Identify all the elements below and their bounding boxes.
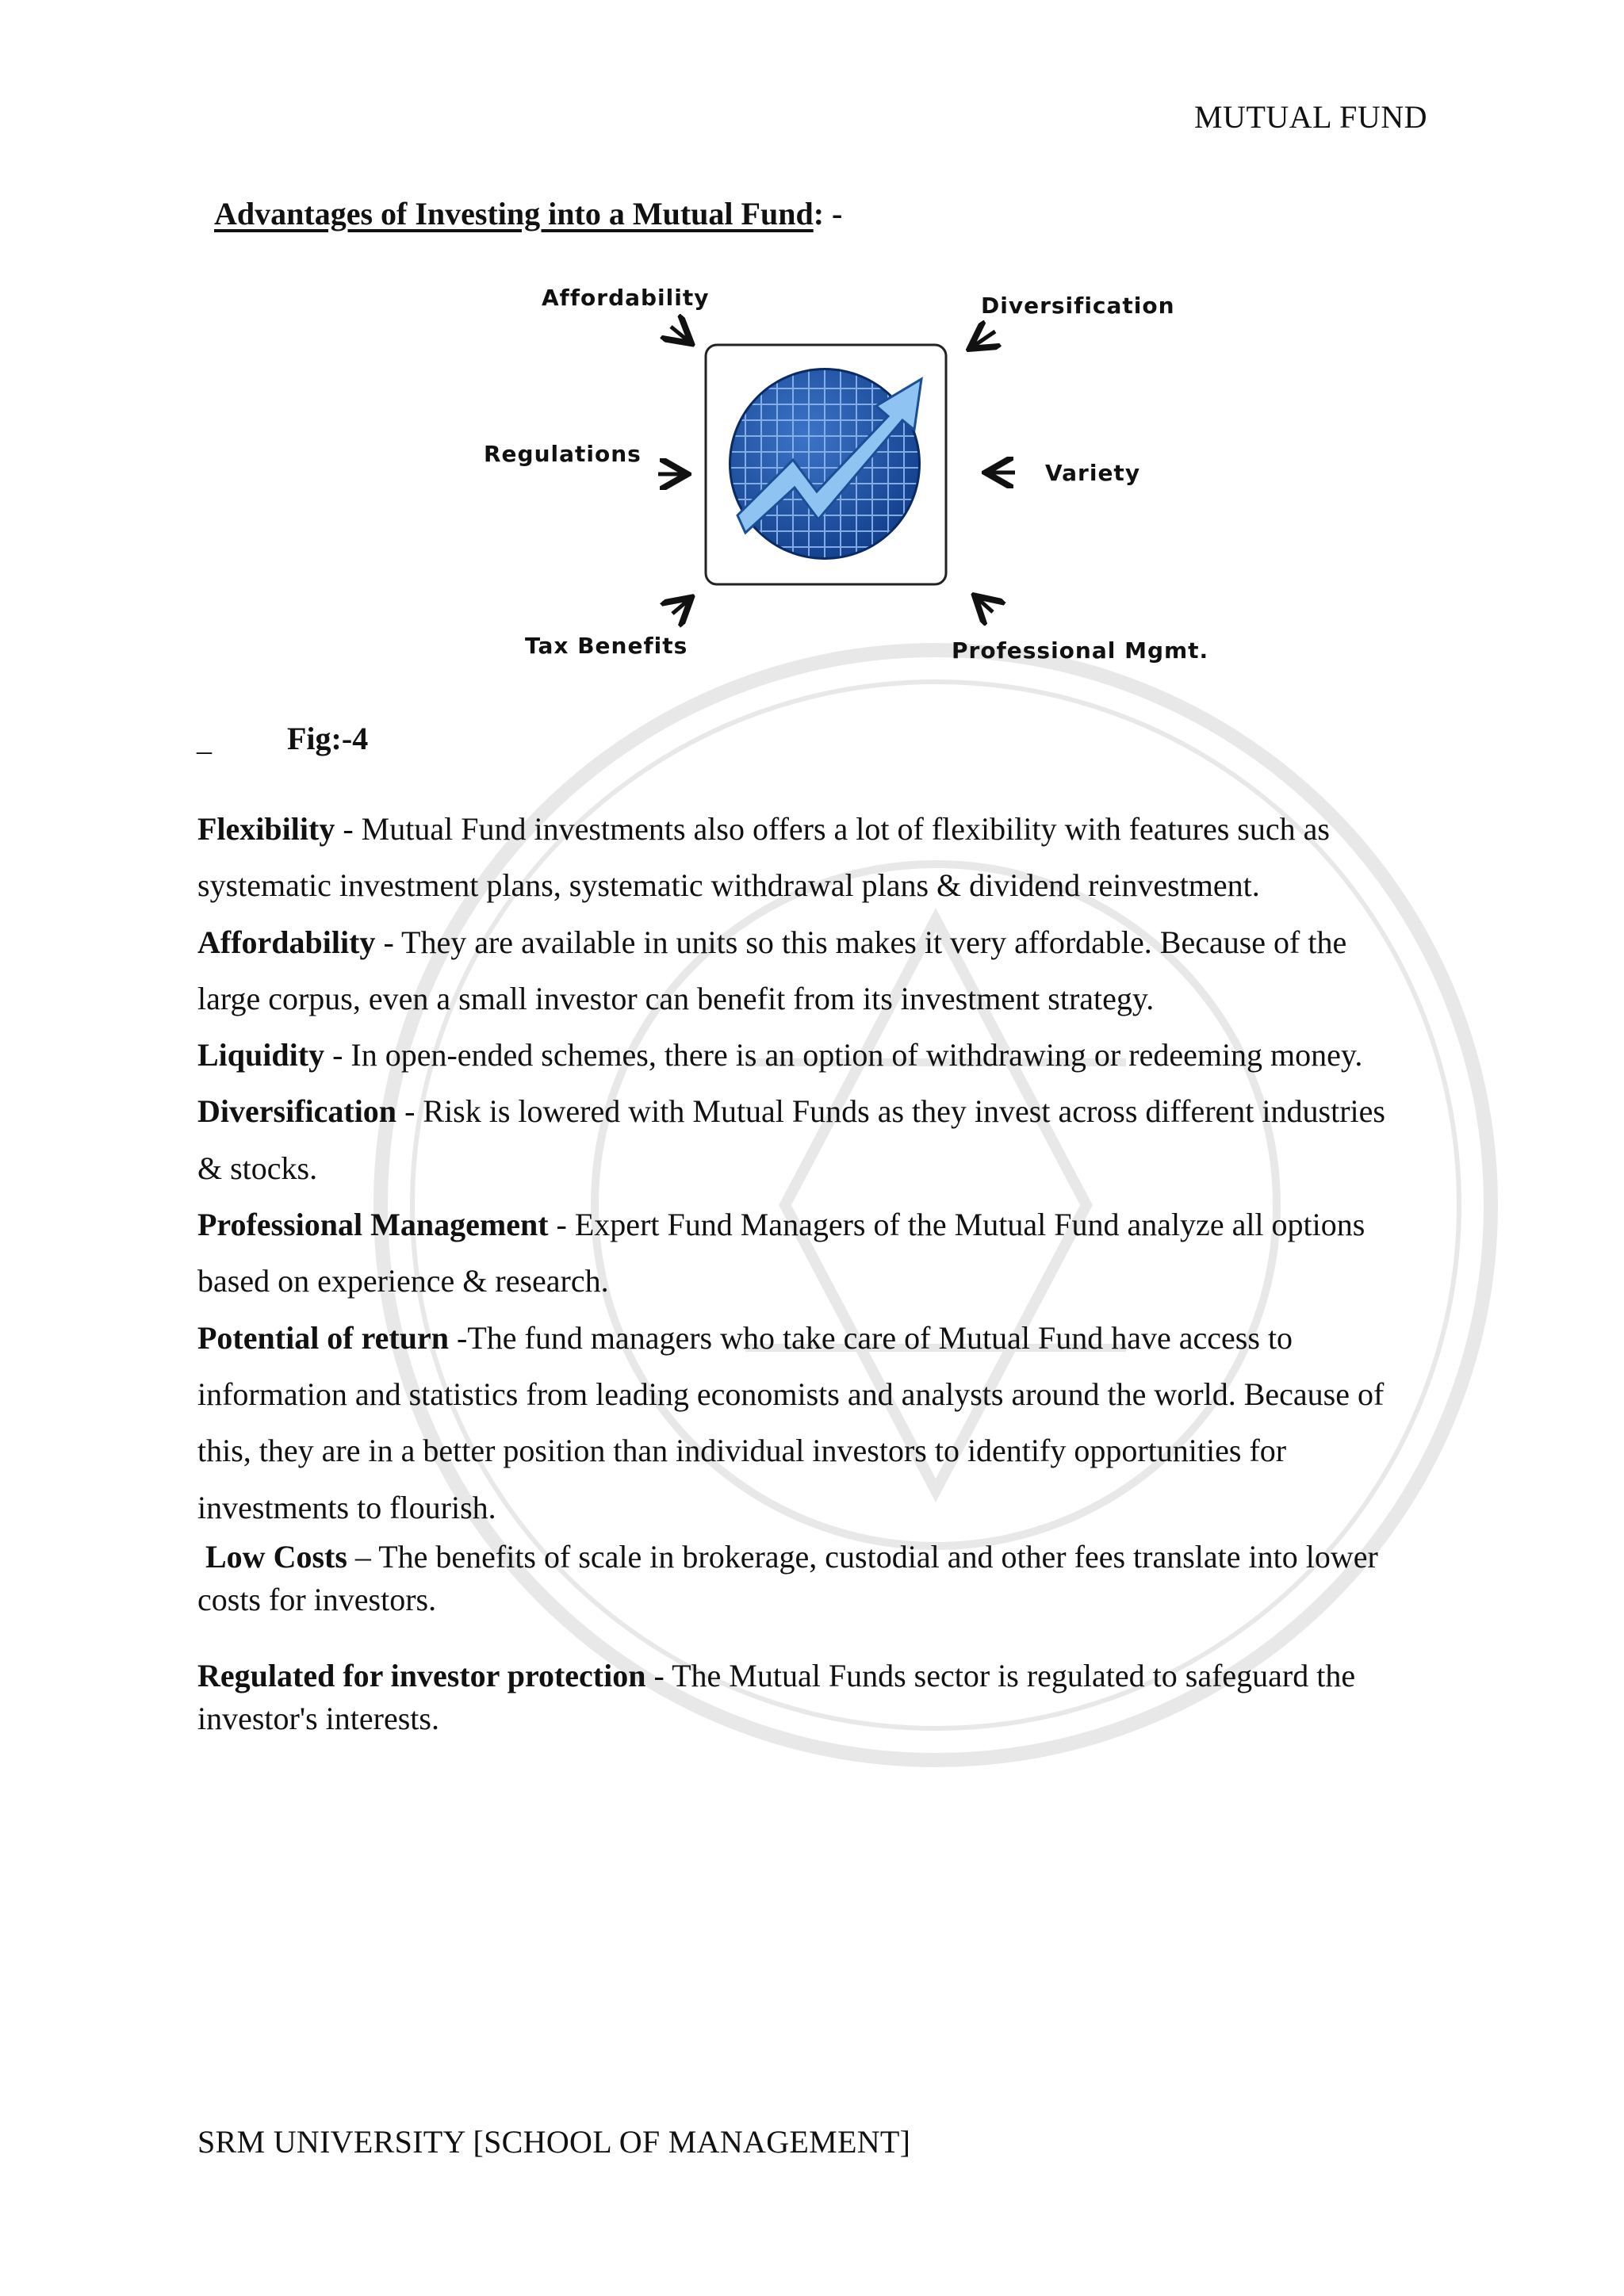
line: this, they are in a better position than individual investors to identify opportunities for xyxy=(197,1433,1287,1469)
label-regulations: Regulations xyxy=(484,441,642,467)
section-title-text: Advantages of Investing into a Mutual Fund xyxy=(214,196,814,232)
label-diversification: Diversification xyxy=(981,293,1175,319)
line: costs for investors. xyxy=(197,1581,437,1617)
paragraph-affordability xyxy=(197,914,1434,1027)
line: Risk is lowered with Mutual Funds as they invest across different industries xyxy=(423,1093,1385,1130)
line: Expert Fund Managers of the Mutual Fund analyze all options xyxy=(574,1207,1365,1243)
paragraph-regulated xyxy=(197,1655,1434,1740)
line: large corpus, even a small investor can benefit from its investment strategy. xyxy=(197,980,1155,1016)
line: In open-ended schemes, there is an option of withdrawing or redeeming money. xyxy=(350,1037,1363,1073)
figure-caption-marker: _ xyxy=(197,724,212,757)
line: information and statistics from leading economists and analysts around the world. Because of xyxy=(197,1376,1385,1412)
term: Liquidity xyxy=(197,1037,325,1073)
line: & stocks. xyxy=(197,1150,318,1186)
section-title xyxy=(214,195,842,232)
term-separator: - xyxy=(396,1093,423,1130)
paragraph-flexibility xyxy=(197,801,1434,914)
label-tax-benefits: Tax Benefits xyxy=(525,633,688,659)
term-separator: - xyxy=(335,811,362,847)
term-separator: - xyxy=(548,1207,575,1243)
line: They are available in units so this makes it very affordable. Because of the xyxy=(401,924,1347,960)
term-separator: - xyxy=(448,1319,468,1356)
label-affordability: Affordability xyxy=(542,285,710,311)
line: investments to flourish. xyxy=(197,1489,496,1525)
line: The benefits of scale in brokerage, custodial and other fees translate into lower xyxy=(378,1538,1378,1575)
term-separator: - xyxy=(375,924,402,960)
center-chart-icon xyxy=(706,345,946,584)
term: Affordability xyxy=(197,924,376,960)
advantages-diagram xyxy=(476,277,1237,674)
label-variety: Variety xyxy=(1045,460,1141,486)
line: The fund managers who take care of Mutual Fund have access to xyxy=(467,1319,1293,1356)
term: Potential of return xyxy=(197,1319,449,1356)
paragraph-liquidity xyxy=(197,1027,1434,1083)
line: based on experience & research. xyxy=(197,1263,609,1299)
arrow-diversification-icon xyxy=(973,331,995,346)
line: The Mutual Funds sector is regulated to safeguard the xyxy=(672,1657,1356,1693)
paragraph-diversification xyxy=(197,1083,1434,1196)
arrow-professional-mgmt-icon xyxy=(978,599,993,612)
term-separator: - xyxy=(324,1037,351,1073)
line: systematic investment plans, systematic withdrawal plans & dividend reinvestment. xyxy=(197,867,1260,904)
page-footer: SRM UNIVERSITY [SCHOOL OF MANAGEMENT] xyxy=(197,2124,911,2160)
running-header: MUTUAL FUND xyxy=(1193,99,1427,135)
arrow-affordability-icon xyxy=(671,327,688,341)
line: investor's interests. xyxy=(197,1700,439,1736)
term-separator: – xyxy=(347,1538,379,1575)
section-title-suffix: : - xyxy=(813,196,843,232)
arrow-tax-benefits-icon xyxy=(672,600,688,614)
figure-caption: Fig:-4 xyxy=(287,721,369,756)
term: Low Costs xyxy=(205,1538,347,1575)
term-separator: - xyxy=(645,1657,672,1693)
term: Diversification xyxy=(197,1093,397,1130)
paragraph-potential-of-return xyxy=(197,1310,1434,1536)
label-professional-mgmt: Professional Mgmt. xyxy=(952,637,1209,664)
term: Professional Management xyxy=(197,1207,549,1243)
advantages-body xyxy=(197,801,1434,1740)
paragraph-professional-management xyxy=(197,1196,1434,1310)
term: Regulated for investor protection xyxy=(197,1657,646,1693)
paragraph-low-costs xyxy=(197,1536,1434,1621)
line: Mutual Fund investments also offers a lot of flexibility with features such as xyxy=(361,811,1330,847)
term: Flexibility xyxy=(197,811,335,847)
